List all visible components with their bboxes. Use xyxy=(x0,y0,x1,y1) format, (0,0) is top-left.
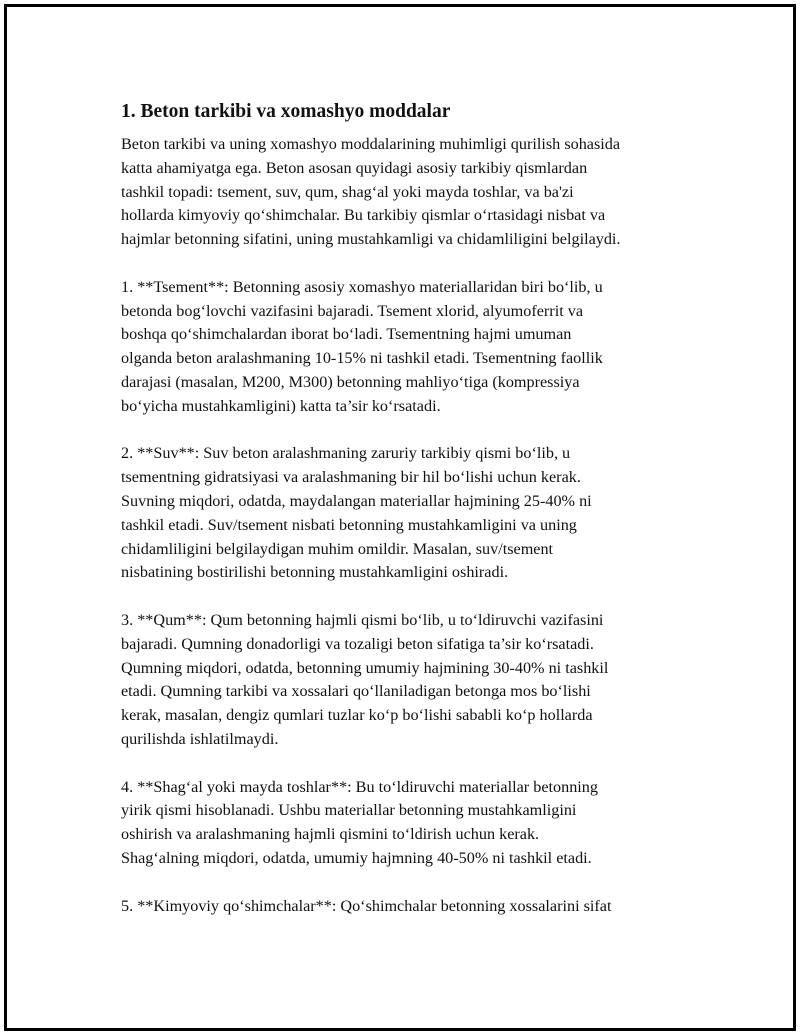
text-line: darajasi (masalan, M200, M300) betonning mahliyo‘tiga (kompressiya xyxy=(121,372,580,391)
additives-paragraph xyxy=(121,895,701,919)
text-line: bo‘yicha mustahkamligini) katta ta’sir ko‘rsatadi. xyxy=(121,396,441,415)
text-line: 5. **Kimyoviy qo‘shimchalar**: Qo‘shimchalar betonning xossalarini sifat xyxy=(121,896,612,915)
text-line: Shag‘alning miqdori, odatda, umumiy hajmning 40-50% ni tashkil etadi. xyxy=(121,848,592,867)
section-heading: 1. Beton tarkibi va xomashyo moddalar xyxy=(121,101,451,122)
water-paragraph xyxy=(121,442,701,585)
text-line: 2. **Suv**: Suv beton aralashmaning zaruriy tarkibiy qismi bo‘lib, u xyxy=(121,444,571,463)
text-line: 1. **Tsement**: Betonning asosiy xomashyo materiallaridan biri bo‘lib, u xyxy=(121,277,603,296)
text-line: tashkil topadi: tsement, suv, qum, shag‘al yoki mayda toshlar, va ba'zi xyxy=(121,182,574,201)
text-line: kerak, masalan, dengiz qumlari tuzlar ko‘p bo‘lishi sababli ko‘p hollarda xyxy=(121,706,593,725)
text-line: tsementning gidratsiyasi va aralashmaning bir hil bo‘lishi uchun kerak. xyxy=(121,468,581,487)
text-line: betonda bog‘lovchi vazifasini bajaradi. Tsement xlorid, alyumoferrit va xyxy=(121,301,584,320)
document-body xyxy=(121,99,701,918)
text-line: katta ahamiyatga ega. Beton asosan quyidagi asosiy tarkibiy qismlardan xyxy=(121,158,588,177)
text-line: etadi. Qumning tarkibi va xossalari qo‘llaniladigan betonga mos bo‘lishi xyxy=(121,682,591,701)
text-line: bajaradi. Qumning donadorligi va tozaligi beton sifatiga ta’sir ko‘rsatadi. xyxy=(121,634,594,653)
document-page xyxy=(4,4,796,1031)
text-line: Suvning miqdori, odatda, maydalangan materiallar hajmining 25-40% ni xyxy=(121,491,592,510)
text-line: boshqa qo‘shimchalardan iborat bo‘ladi. Tsementning hajmi umuman xyxy=(121,325,572,344)
text-line: yirik qismi hisoblanadi. Ushbu materiallar betonning mustahkamligini xyxy=(121,801,577,820)
paragraph-gap xyxy=(121,585,701,609)
text-line: tashkil etadi. Suv/tsement nisbati betonning mustahkamligini va uning xyxy=(121,515,577,534)
text-line: hajmlar betonning sifatini, uning mustahkamligi va chidamliligini belgilaydi. xyxy=(121,230,621,249)
intro-paragraph xyxy=(121,133,701,252)
text-line: chidamliligini belgilaydigan muhim omildir. Masalan, suv/tsement xyxy=(121,539,554,558)
text-line: Qumning miqdori, odatda, betonning umumiy hajmining 30-40% ni tashkil xyxy=(121,658,609,677)
text-line: hollarda kimyoviy qo‘shimchalar. Bu tarkibiy qismlar o‘rtasidagi nisbat va xyxy=(121,206,606,225)
text-line: 4. **Shag‘al yoki mayda toshlar**: Bu to‘ldiruvchi materiallar betonning xyxy=(121,777,598,796)
cement-paragraph xyxy=(121,276,701,419)
paragraph-gap xyxy=(121,871,701,895)
text-line: Beton tarkibi va uning xomashyo moddalarining muhimligi qurilish sohasida xyxy=(121,135,621,153)
sand-paragraph xyxy=(121,609,701,752)
gravel-paragraph xyxy=(121,776,701,871)
text-line: 3. **Qum**: Qum betonning hajmli qismi bo‘lib, u to‘ldiruvchi vazifasini xyxy=(121,610,604,629)
text-line: oshirish va aralashmaning hajmli qismini to‘ldirish uchun kerak. xyxy=(121,825,540,844)
text-line: nisbatining bostirilishi betonning mustahkamligini oshiradi. xyxy=(121,563,509,582)
paragraph-gap xyxy=(121,252,701,276)
text-line: qurilishda ishlatilmaydi. xyxy=(121,729,279,748)
paragraph-gap xyxy=(121,419,701,443)
paragraph-gap xyxy=(121,752,701,776)
text-line: olganda beton aralashmaning 10-15% ni tashkil etadi. Tsementning faollik xyxy=(121,349,603,368)
